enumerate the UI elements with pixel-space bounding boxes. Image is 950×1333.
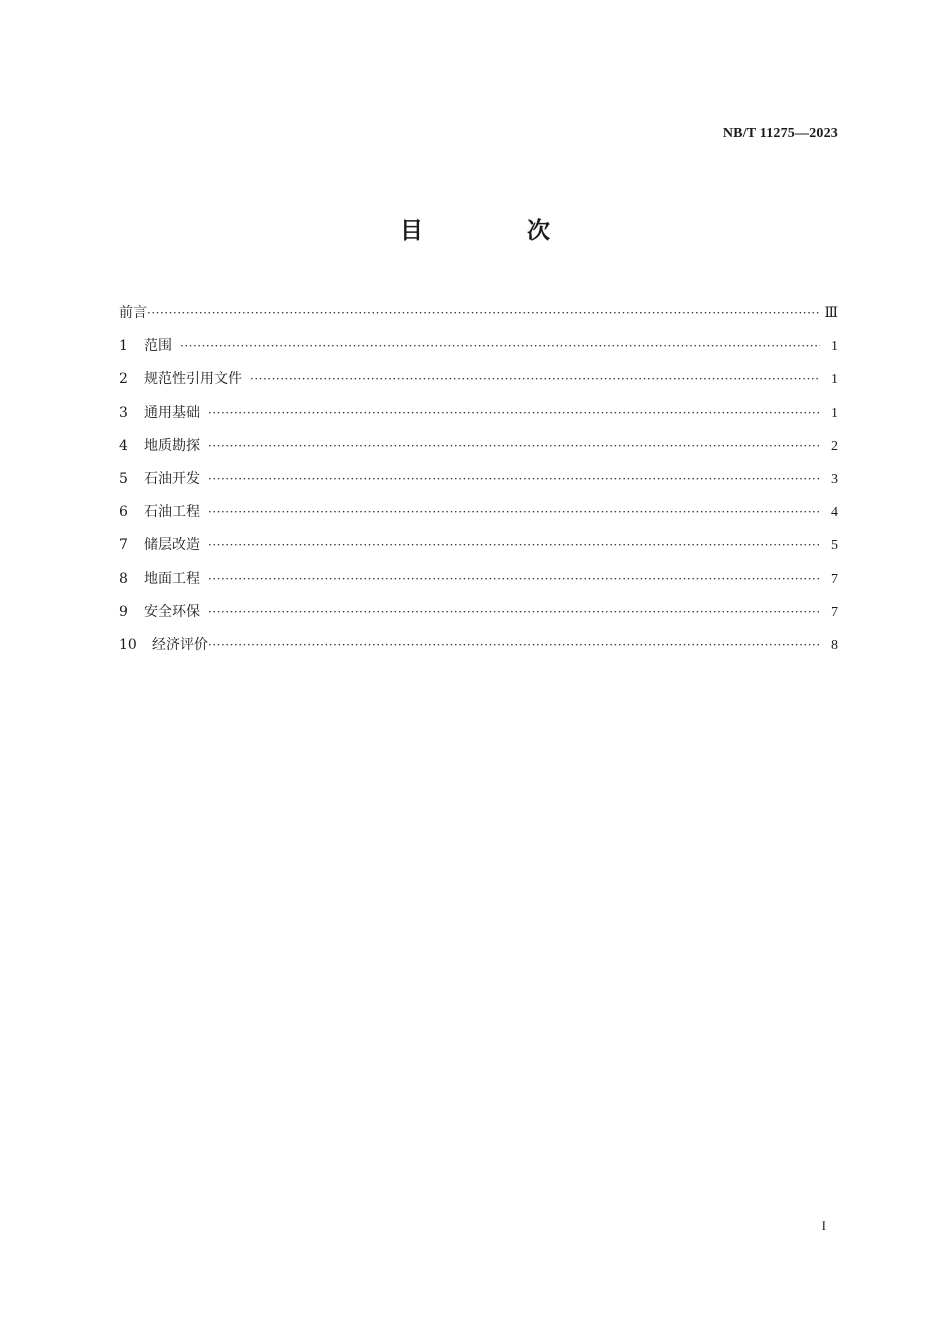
- toc-entry-number: 6: [119, 504, 128, 521]
- toc-dot-leader: [250, 369, 820, 389]
- toc-entry-label: 经济评价: [152, 636, 208, 653]
- toc-entry-page: 1: [831, 339, 838, 355]
- toc-entry-label: 地质勘探: [144, 437, 200, 454]
- toc-entry-page: 1: [831, 372, 838, 388]
- toc-entry-10[interactable]: [119, 635, 838, 668]
- toc-dot-leader: [208, 535, 820, 555]
- toc-entry-2[interactable]: [119, 369, 838, 402]
- toc-entry-page: 8: [831, 637, 838, 653]
- toc-entry-label: 范围: [144, 338, 172, 355]
- toc-dot-leader: [208, 502, 820, 522]
- toc-entry-number: 7: [119, 537, 128, 554]
- toc-entry-foreword[interactable]: [119, 303, 838, 336]
- toc-dot-leader: [208, 569, 820, 589]
- toc-entry-number: 1: [119, 338, 128, 355]
- page-number: I: [821, 1218, 826, 1233]
- toc-entry-label: 通用基础: [144, 404, 200, 421]
- toc-entry-label: 石油开发: [144, 470, 200, 487]
- toc-dot-leader: [208, 436, 820, 456]
- toc-entry-3[interactable]: [119, 403, 838, 436]
- toc-entry-5[interactable]: [119, 469, 838, 502]
- toc-entry-9[interactable]: [119, 602, 838, 635]
- toc-dot-leader: [180, 336, 820, 356]
- toc-entry-label: 安全环保: [144, 603, 200, 620]
- standard-number: NB/T 11275—2023: [722, 126, 838, 141]
- toc-entry-4[interactable]: [119, 436, 838, 469]
- toc-entry-number: 9: [119, 603, 128, 620]
- toc-title: 目 次: [399, 218, 598, 244]
- toc-dot-leader: [147, 303, 820, 323]
- toc-entry-label: 地面工程: [144, 570, 200, 587]
- toc-entry-number: 8: [119, 570, 128, 587]
- toc-dot-leader: [208, 635, 820, 655]
- toc-entry-page: 4: [831, 505, 838, 521]
- toc-entry-page: 7: [831, 604, 838, 620]
- toc-entry-number: 3: [119, 404, 128, 421]
- toc-entry-label: 石油工程: [144, 504, 200, 521]
- toc-entry-label: 储层改造: [144, 537, 200, 554]
- toc-entry-1[interactable]: [119, 336, 838, 369]
- toc-entry-page: 3: [831, 471, 838, 487]
- toc-entry-page: 5: [831, 538, 838, 554]
- toc-dot-leader: [208, 403, 820, 423]
- toc-entry-page: 1: [831, 405, 838, 421]
- toc-dot-leader: [208, 602, 820, 622]
- toc-entry-label: 前言: [119, 305, 147, 321]
- toc-entry-7[interactable]: [119, 535, 838, 568]
- toc-entry-number: 5: [119, 470, 128, 487]
- table-of-contents: [119, 303, 838, 668]
- toc-entry-number: 4: [119, 437, 128, 454]
- toc-entry-number: 2: [119, 371, 128, 388]
- toc-entry-number: 10: [119, 636, 137, 653]
- toc-entry-page: 2: [831, 438, 838, 454]
- toc-dot-leader: [208, 469, 820, 489]
- toc-entry-6[interactable]: [119, 502, 838, 535]
- toc-entry-page: Ⅲ: [824, 306, 838, 321]
- toc-entry-page: 7: [831, 571, 838, 587]
- toc-entry-8[interactable]: [119, 569, 838, 602]
- toc-entry-label: 规范性引用文件: [144, 371, 242, 388]
